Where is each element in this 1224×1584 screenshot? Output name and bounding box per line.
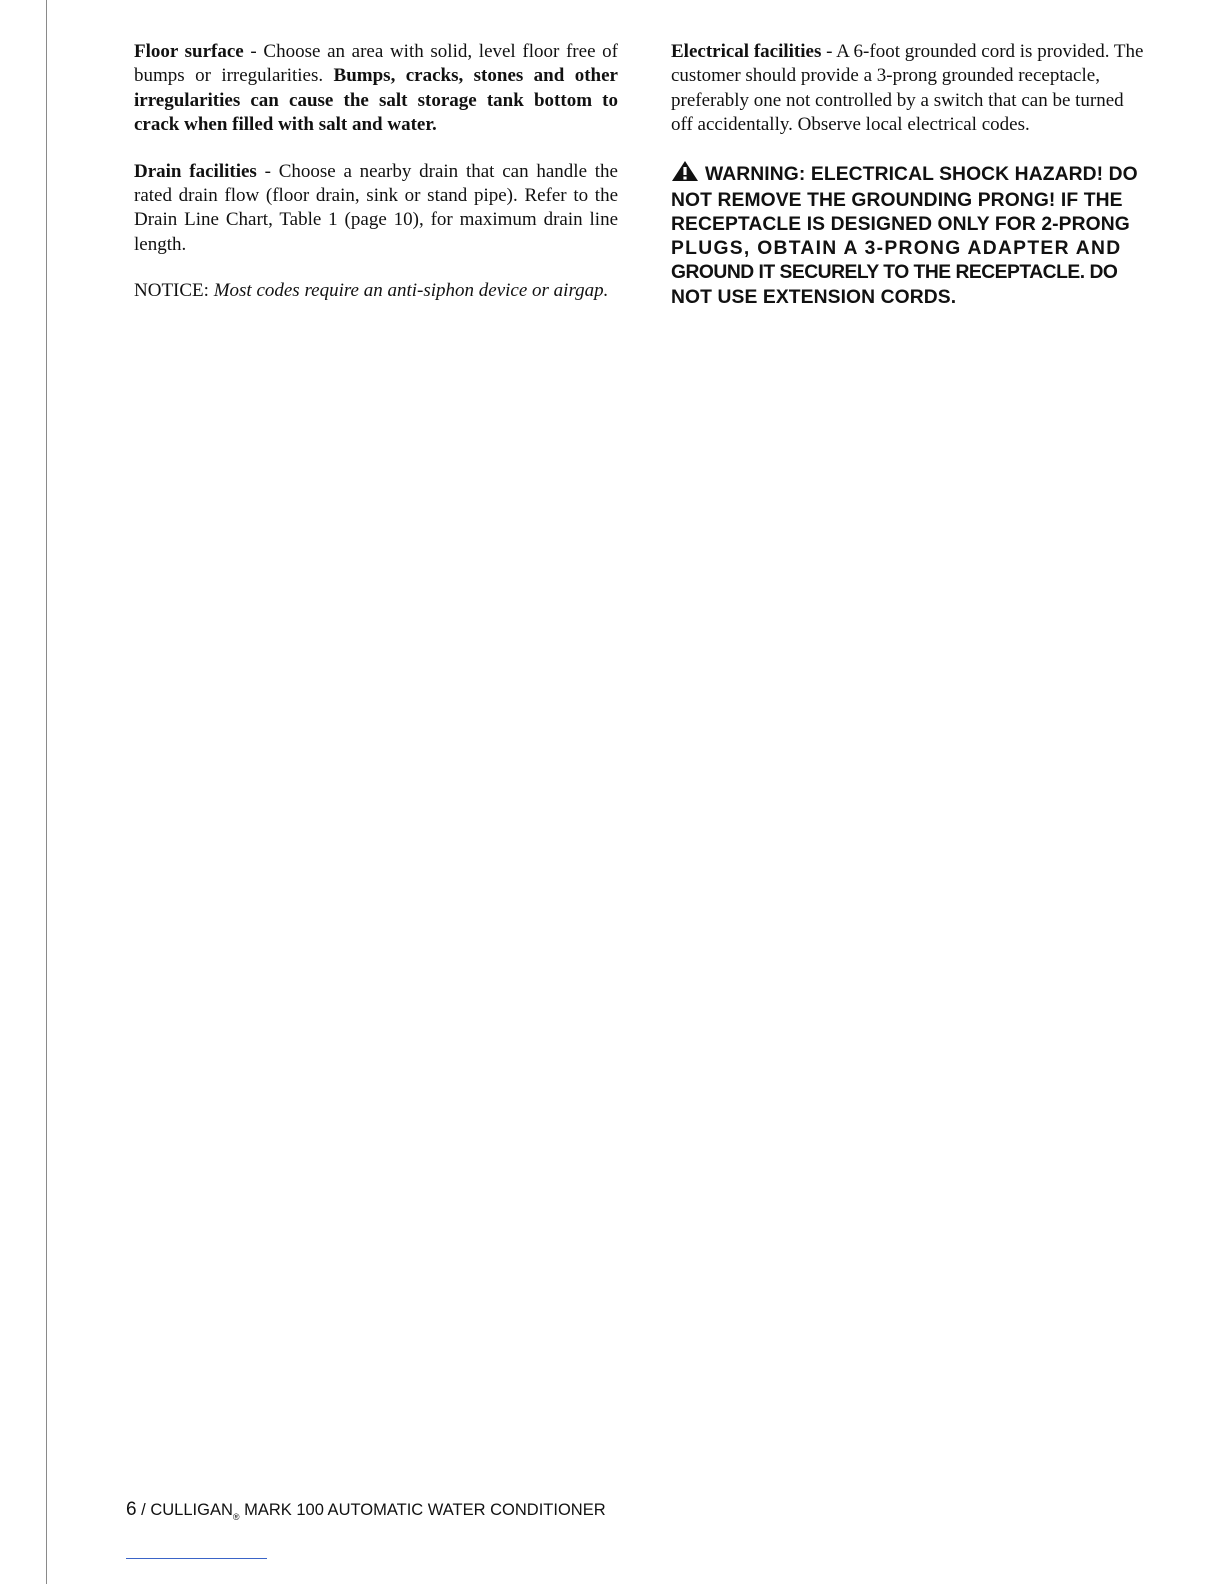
footer-separator: /	[136, 1501, 151, 1519]
electrical-facilities-heading: Electrical facilities	[671, 41, 822, 62]
footer-page-number: 6	[126, 1499, 137, 1520]
page-footer	[126, 1499, 606, 1522]
warning-line-1	[671, 160, 1149, 189]
warning-line-3: RECEPTACLE IS DESIGNED ONLY FOR 2-PRONG	[671, 214, 1130, 236]
notice-label: NOTICE:	[134, 280, 214, 302]
notice-paragraph	[134, 279, 618, 303]
warning-line-5: GROUND IT SECURELY TO THE RECEPTACLE. DO	[671, 262, 1118, 284]
page-margin-rule	[46, 0, 47, 1584]
left-column	[134, 40, 618, 304]
right-column	[671, 40, 1149, 310]
electrical-shock-warning	[671, 160, 1149, 310]
warning-triangle-icon	[671, 160, 699, 189]
drain-facilities-text: - Choose a nearby drain that can handle the rated drain flow (floor drain, sink or stand pipe). Refer to the Drain Line Chart, Table 1 (page 10), for maximum drain line length.	[134, 160, 618, 255]
footer-registered-mark: ®	[232, 1512, 240, 1522]
footer-brand: CULLIGAN	[150, 1501, 233, 1519]
floor-surface-text: - Choose an area with solid, level floor free of bumps or irregularities.	[134, 41, 618, 87]
footer-link-underline[interactable]	[126, 1558, 267, 1559]
electrical-facilities-paragraph	[671, 40, 1149, 138]
floor-surface-paragraph	[134, 40, 618, 138]
warning-line-2: NOT REMOVE THE GROUNDING PRONG! IF THE	[671, 189, 1123, 211]
notice-text: Most codes require an anti-siphon device or airgap.	[213, 280, 609, 302]
floor-surface-caution: Bumps, cracks, stones and other irregularities can cause the salt storage tank bottom to crack when filled with salt and water.	[134, 65, 618, 136]
electrical-facilities-text: - A 6-foot grounded cord is provided. The customer should provide a 3-prong grounded receptacle, preferably one not controlled by a switch that can be turned off accidentally. Observe local electrical codes.	[671, 41, 1144, 136]
warning-line-6: NOT USE EXTENSION CORDS.	[671, 286, 957, 308]
warning-line-4: PLUGS, OBTAIN A 3-PRONG ADAPTER AND	[671, 238, 1122, 260]
drain-facilities-heading: Drain facilities	[134, 160, 257, 182]
footer-title: MARK 100 AUTOMATIC WATER CONDITIONER	[239, 1501, 606, 1519]
warning-line-1-text: WARNING: ELECTRICAL SHOCK HAZARD! DO	[705, 163, 1138, 185]
drain-facilities-paragraph	[134, 160, 618, 258]
floor-surface-heading: Floor surface	[134, 41, 244, 62]
